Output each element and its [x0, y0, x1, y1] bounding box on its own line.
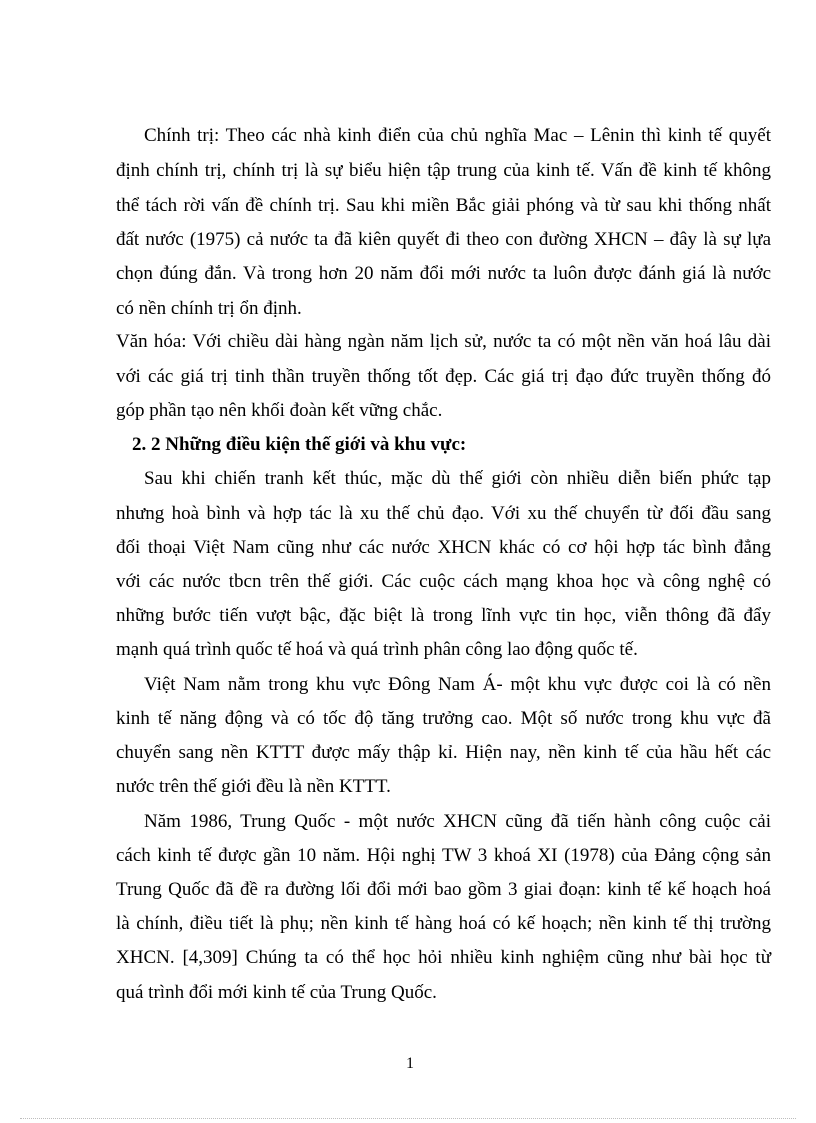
text-line: nước trên thế giới đều là nền KTTT.: [116, 776, 391, 797]
text-line: cách kinh tế được gần 10 năm. Hội nghị TW 3 khoá XI (1978) của Đảng cộng sản: [116, 845, 771, 866]
text-line: với các nước tbcn trên thế giới. Các cuộc cách mạng khoa học và công nghệ có: [116, 571, 771, 592]
page-bottom-divider: [20, 1118, 796, 1119]
text-line: XHCN. [4,309] Chúng ta có thể học hỏi nhiều kinh nghiệm cũng như bài học từ: [116, 947, 771, 968]
text-line: Việt Nam nằm trong khu vực Đông Nam Á- một khu vực được coi là có nền: [144, 674, 771, 695]
text-line: nhưng hoà bình và hợp tác là xu thế chủ đạo. Với xu thế chuyển từ đối đầu sang: [116, 503, 771, 524]
text-line: Văn hóa: Với chiều dài hàng ngàn năm lịch sử, nước ta có một nền văn hoá lâu dài: [116, 331, 771, 352]
text-line: chọn đúng đắn. Và trong hơn 20 năm đổi mới nước ta luôn được đánh giá là nước: [116, 263, 771, 284]
text-line: với các giá trị tinh thần truyền thống tốt đẹp. Các giá trị đạo đức truyền thống đó: [116, 366, 771, 387]
text-line: góp phần tạo nên khối đoàn kết vững chắc.: [116, 400, 443, 421]
text-line: định chính trị, chính trị là sự biểu hiện tập trung của kinh tế. Vấn đề kinh tế không: [116, 160, 771, 181]
text-line: những bước tiến vượt bậc, đặc biệt là trong lĩnh vực tin học, viễn thông đã đẩy: [116, 605, 771, 626]
text-line: quá trình đổi mới kinh tế của Trung Quốc.: [116, 982, 437, 1003]
text-line: đất nước (1975) cả nước ta đã kiên quyết đi theo con đường XHCN – đây là sự lựa: [116, 229, 771, 250]
text-line: chuyển sang nền KTTT được mấy thập kỉ. Hiện nay, nền kinh tế của hầu hết các: [116, 742, 771, 763]
text-line: đối thoại Việt Nam cũng như các nước XHCN khác có cơ hội hợp tác bình đẳng: [116, 537, 771, 558]
text-line: Trung Quốc đã đề ra đường lối đổi mới bao gồm 3 giai đoạn: kinh tế kế hoạch hoá: [116, 879, 771, 900]
page-number: 1: [406, 1055, 414, 1072]
text-line: kinh tế năng động và có tốc độ tăng trưởng cao. Một số nước trong khu vực đã: [116, 708, 771, 729]
text-line: có nền chính trị ổn định.: [116, 298, 302, 319]
text-line: là chính, điều tiết là phụ; nền kinh tế hàng hoá có kế hoạch; nền kinh tế thị trường: [116, 913, 771, 934]
text-line: Sau khi chiến tranh kết thúc, mặc dù thế giới còn nhiều diễn biến phức tạp: [144, 468, 771, 489]
text-line: thể tách rời vấn đề chính trị. Sau khi miền Bắc giải phóng và từ sau khi thống nhất: [116, 195, 771, 216]
text-line: Chính trị: Theo các nhà kinh điển của chủ nghĩa Mac – Lênin thì kinh tế quyết: [144, 125, 771, 146]
text-line: mạnh quá trình quốc tế hoá và quá trình phân công lao động quốc tế.: [116, 639, 638, 660]
section-heading: 2. 2 Những điều kiện thế giới và khu vực:: [132, 434, 467, 455]
text-line: Năm 1986, Trung Quốc - một nước XHCN cũng đã tiến hành công cuộc cải: [144, 811, 771, 832]
